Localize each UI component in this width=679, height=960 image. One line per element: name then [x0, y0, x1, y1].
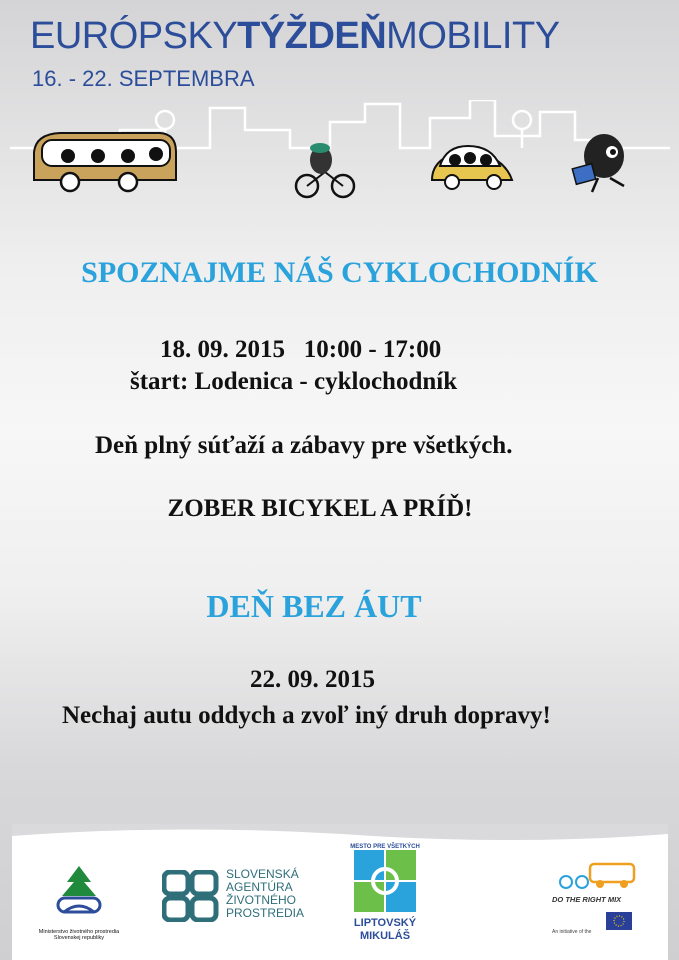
sazp-emblem-icon — [162, 870, 220, 922]
vehicles-mix-icon — [552, 860, 642, 890]
mobility-illustration — [0, 100, 679, 210]
sazp-line-1: SLOVENSKÁ — [226, 867, 299, 881]
event1-description: Deň plný súťaží a zábavy pre všetkých. — [95, 432, 513, 459]
tree-icon — [34, 862, 124, 924]
liptov-name-1: LIPTOVSKÝ — [353, 917, 417, 929]
liptov-tagline: MESTO PRE VŠETKÝCH — [350, 844, 420, 850]
mix-initiative: An initiative of the — [552, 929, 592, 935]
do-the-right-mix-logo — [552, 860, 642, 954]
bus-icon — [34, 133, 176, 191]
sazp-line-2: AGENTÚRA — [226, 880, 293, 894]
event1-start: štart: Lodenica - cyklochodník — [130, 368, 458, 395]
campaign-dates: 16. - 22. SEPTEMBRA — [32, 66, 255, 91]
event1-datetime: 18. 09. 2015 10:00 - 17:00 — [160, 336, 442, 363]
cyclist-icon — [296, 143, 354, 197]
event2-date: 22. 09. 2015 — [250, 666, 375, 693]
sazp-logo — [162, 868, 312, 928]
event2-description: Nechaj autu oddych a zvoľ iný druh dopravy! — [62, 702, 551, 729]
pedestrian-icon — [572, 134, 624, 192]
liptovsky-mikulas-logo — [348, 844, 422, 956]
sazp-line-3: ŽIVOTNÉHO — [226, 893, 297, 907]
footer-logos — [12, 824, 668, 960]
event1-heading: SPOZNAJME NÁŠ CYKLOCHODNÍK — [81, 256, 598, 289]
mix-label: DO THE RIGHT MIX — [552, 895, 622, 904]
liptov-emblem-icon — [354, 850, 416, 912]
footer-wave — [12, 824, 668, 848]
sazp-line-4: PROSTREDIA — [226, 906, 305, 920]
ministry-logo — [34, 862, 124, 954]
event2-heading: DEŇ BEZ ÁUT — [206, 588, 422, 624]
event1-call-to-action: ZOBER BICYKEL A PRÍĎ! — [167, 495, 473, 522]
liptov-name-2: MIKULÁŠ — [359, 930, 411, 942]
ministry-text-1: Ministerstvo životného prostredia — [38, 929, 120, 935]
ministry-text-2: Slovenskej republiky — [53, 935, 105, 941]
eu-flag-icon — [606, 912, 632, 930]
campaign-title: EURÓPSKYTÝŽDEŇMOBILITY — [30, 15, 560, 57]
car-icon — [432, 146, 512, 189]
